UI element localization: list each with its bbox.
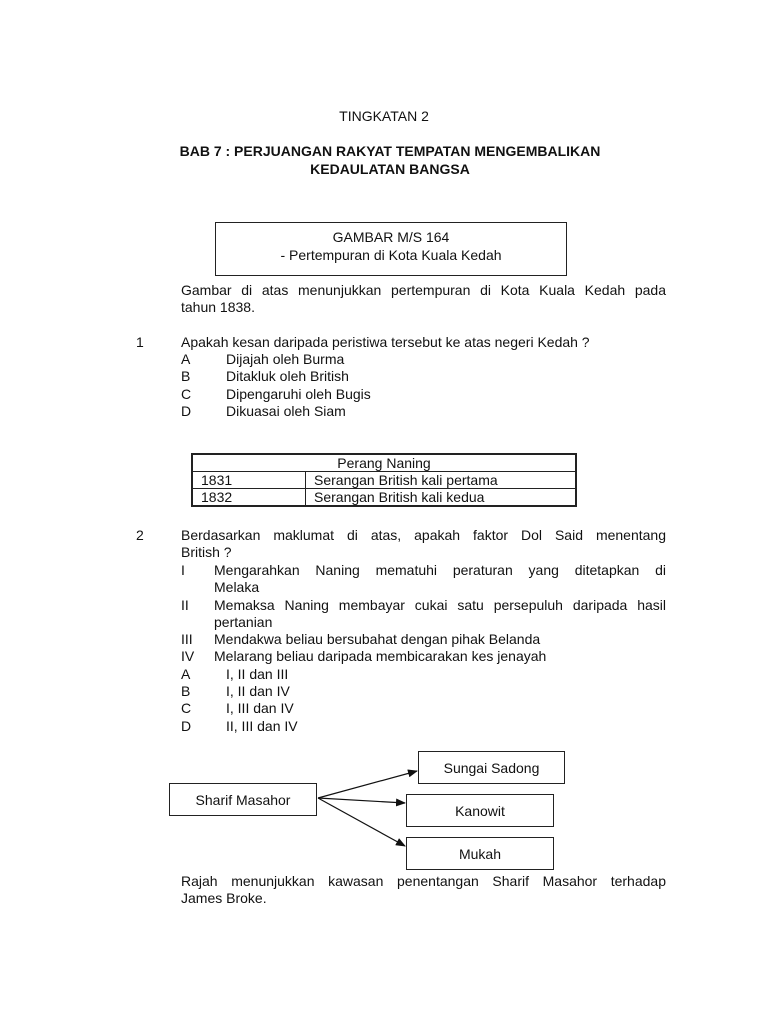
q2-option-text-b: I, II dan IV: [226, 683, 290, 699]
stimulus-text-3: [181, 873, 666, 907]
q1-option-letter-a: A: [181, 351, 191, 367]
q2-option-letter-c: C: [181, 700, 192, 716]
table-event-cell: Serangan British kali kedua: [306, 489, 577, 507]
q1-option-letter-d: D: [181, 403, 192, 419]
q1-option-text-a: Dijajah oleh Burma: [226, 351, 345, 367]
statement-i-line2: Melaka: [214, 579, 260, 595]
table-title-cell: Perang Naning: [192, 454, 576, 472]
table-year-cell: 1832: [192, 489, 306, 507]
statement-iv-line1: Melarang beliau daripada membicarakan kes jenayah: [214, 648, 547, 664]
stimulus-text-3-line1: Rajah menunjukkan kawasan penentangan Sharif Masahor terhadap: [181, 873, 666, 889]
diagram-target-node-mukah: Mukah: [406, 837, 554, 870]
table-event-cell: Serangan British kali pertama: [306, 472, 577, 489]
q1-option-letter-b: B: [181, 368, 191, 384]
statement-iii-line1: Mendakwa beliau bersubahat dengan pihak Belanda: [214, 631, 541, 647]
stimulus-text-1-line2: tahun 1838.: [181, 299, 255, 315]
q2-option-letter-a: A: [181, 666, 191, 682]
arrow-to-mukah: [318, 798, 405, 846]
chapter-title-line2: KEDAULATAN BANGSA: [310, 161, 470, 177]
chapter-title-line1: BAB 7 : PERJUANGAN RAKYAT TEMPATAN MENGEMBALIKAN: [179, 143, 601, 159]
diagram-source-node: Sharif Masahor: [169, 783, 317, 816]
q2-option-letter-b: B: [181, 683, 191, 699]
statement-numeral-iv: IV: [181, 648, 195, 664]
question-2-line1: Berdasarkan maklumat di atas, apakah faktor Dol Said menentang: [181, 527, 666, 543]
statement-numeral-iii: III: [181, 631, 193, 647]
q1-option-text-d: Dikuasai oleh Siam: [226, 403, 346, 419]
arrow-to-sungai-sadong: [318, 771, 417, 798]
statement-ii-line2: pertanian: [214, 614, 273, 630]
q2-option-letter-d: D: [181, 718, 192, 734]
question-2-number: 2: [136, 527, 144, 543]
diagram-target-node-kanowit: Kanowit: [406, 794, 554, 827]
arrow-to-kanowit: [318, 798, 405, 803]
q1-option-letter-c: C: [181, 386, 192, 402]
statement-numeral-ii: II: [181, 597, 189, 613]
q1-option-text-b: Ditakluk oleh British: [226, 368, 349, 384]
q2-option-text-c: I, III dan IV: [226, 700, 294, 716]
stimulus-text-3-line2: James Broke.: [181, 890, 267, 906]
diagram-target-node-sungai-sadong: Sungai Sadong: [418, 751, 565, 784]
question-1-text: Apakah kesan daripada peristiwa tersebut ke atas negeri Kedah ?: [181, 334, 590, 350]
table-year-cell: 1831: [192, 472, 306, 489]
q1-option-text-c: Dipengaruhi oleh Bugis: [226, 386, 371, 402]
statement-numeral-i: I: [181, 562, 185, 578]
picture-reference-line2: - Pertempuran di Kota Kuala Kedah: [280, 247, 502, 263]
page-level-heading: TINGKATAN 2: [339, 108, 429, 124]
q2-option-text-a: I, II dan III: [226, 666, 289, 682]
question-2-line2: British ?: [181, 544, 232, 560]
statement-i-line1: Mengarahkan Naning mematuhi peraturan yang ditetapkan di: [214, 562, 666, 578]
statement-ii-line1: Memaksa Naning membayar cukai satu persepuluh daripada hasil: [214, 597, 666, 613]
picture-reference-line1: GAMBAR M/S 164: [332, 229, 450, 245]
q2-option-text-d: II, III dan IV: [226, 718, 298, 734]
question-1-number: 1: [136, 334, 144, 350]
stimulus-text-1-line1: Gambar di atas menunjukkan pertempuran di Kota Kuala Kedah pada: [181, 282, 666, 298]
